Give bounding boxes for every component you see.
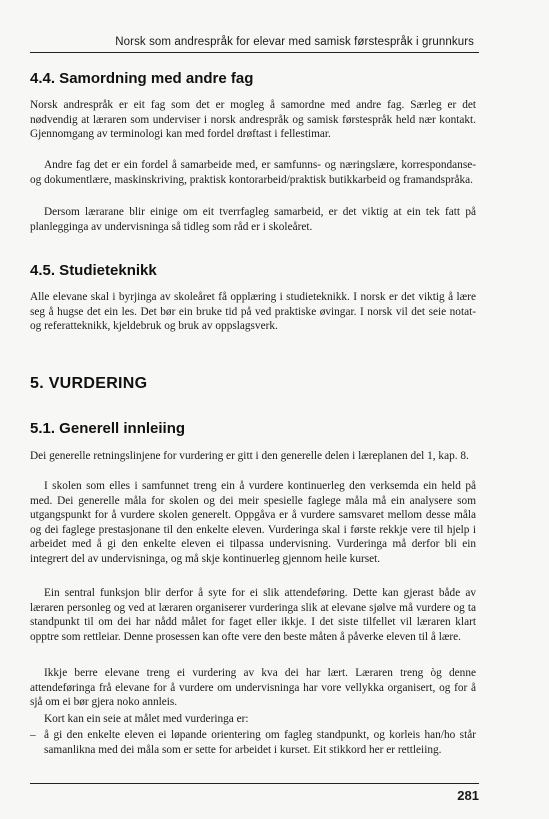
section-heading-4-5: 4.5. Studieteknikk: [30, 262, 157, 279]
footer-rule: [30, 783, 479, 784]
running-header: Norsk som andrespråk for elevar med samisk førstespråk i grunnkurs: [115, 36, 474, 48]
section-heading-5-1: 5.1. Generell innleiing: [30, 420, 186, 437]
list-item: [30, 728, 476, 757]
list-marker: –: [30, 729, 36, 741]
paragraph-5-1-5: Kort kan ein seie at målet med vurderinga er:: [44, 713, 249, 725]
section-heading-4-4: 4.4. Samordning med andre fag: [30, 70, 254, 87]
paragraph-4-4-2: Andre fag det er ein fordel å samarbeide med, er samfunns- og næringslære, korrespondanse- og dokumentlære, maskinskriving, praktisk kontorarbeid/praktisk butikkarbeid og framandspråka.: [30, 159, 476, 186]
paragraph-5-1-3: Ein sentral funksjon blir derfor å syte for ei slik attendeføring. Dette kan gjerast både av læraren personleg og ved at læraren organiserer vurderinga slik at elevane sjølve må vurdere og ta standpunkt til om dei har nådd målet for faget eller ikkje. I det siste tilfellet vil læraren klart opptre som rettleiar. Denne prosessen kan ofte vere den beste måten å påverke eleven til å lære.: [30, 587, 476, 643]
paragraph-4-4-1: Norsk andrespråk er eit fag som det er mogleg å samordne med andre fag. Særleg er det nødvendig at læraren som underviser i norsk andrespråk og samisk førstespråk held nær kontakt. Gjennomgang av terminologi kan med fordel drøftast i fellestimar.: [30, 99, 476, 141]
paragraph-4-5-1: Alle elevane skal i byrjinga av skoleåret få opplæring i studieteknikk. I norsk er det viktig å lære seg å hugse det ein les. Det bør ein bruke tid på ved praktiske øvingar. I norsk vil det seie notat- og referatteknikk, kjeldebruk og bruk av oppslagsverk.: [30, 291, 476, 333]
page-number: 281: [457, 788, 479, 803]
paragraph-4-4-3: Dersom lærarane blir einige om eit tverrfagleg samarbeid, er det viktig at ein tek fatt på planlegginga av undervisninga så tidleg som råd er i skoleåret.: [30, 206, 476, 233]
list-item-text: å gi den enkelte eleven ei løpande orientering om fagleg standpunkt, og korleis han/ho står samanlikna med dei måla som er sette for arbeidet i kurset. Eit stikkord her er rettleiing.: [44, 729, 476, 756]
paragraph-5-1-1: Dei generelle retningslinjene for vurdering er gitt i den generelle delen i læreplanen del 1, kap. 8.: [30, 450, 469, 462]
paragraph-5-1-4: Ikkje berre elevane treng ei vurdering av kva dei har lært. Læraren treng òg denne attendeføringa frå elevane for å vurdere om undervisninga har vore vellykka organisert, og for å sjå om ei bør gjera noko annleis.: [30, 667, 476, 709]
paragraph-5-1-2: I skolen som elles i samfunnet treng ein å vurdere kontinuerleg den verksemda ein held på med. Dei generelle måla for skolen og dei meir spesielle faglege måla må ein analysere som utgangspunkt for å vurdere skolen generelt. Oppgåva er å vurdere samsvaret mellom desse måla og dei faglege prestasjonane til den enkelte eleven. Vurderinga skal i første rekkje vere til hjelp i arbeidet med å gi den enkelte eleven ei tilpassa undervisning. Vurderinga må derfor bli ein integrert del av undervisninga, og må skje kontinuerleg gjennom heile kurset.: [30, 480, 476, 565]
chapter-heading-5: 5. VURDERING: [30, 375, 148, 392]
header-rule: [30, 52, 479, 53]
